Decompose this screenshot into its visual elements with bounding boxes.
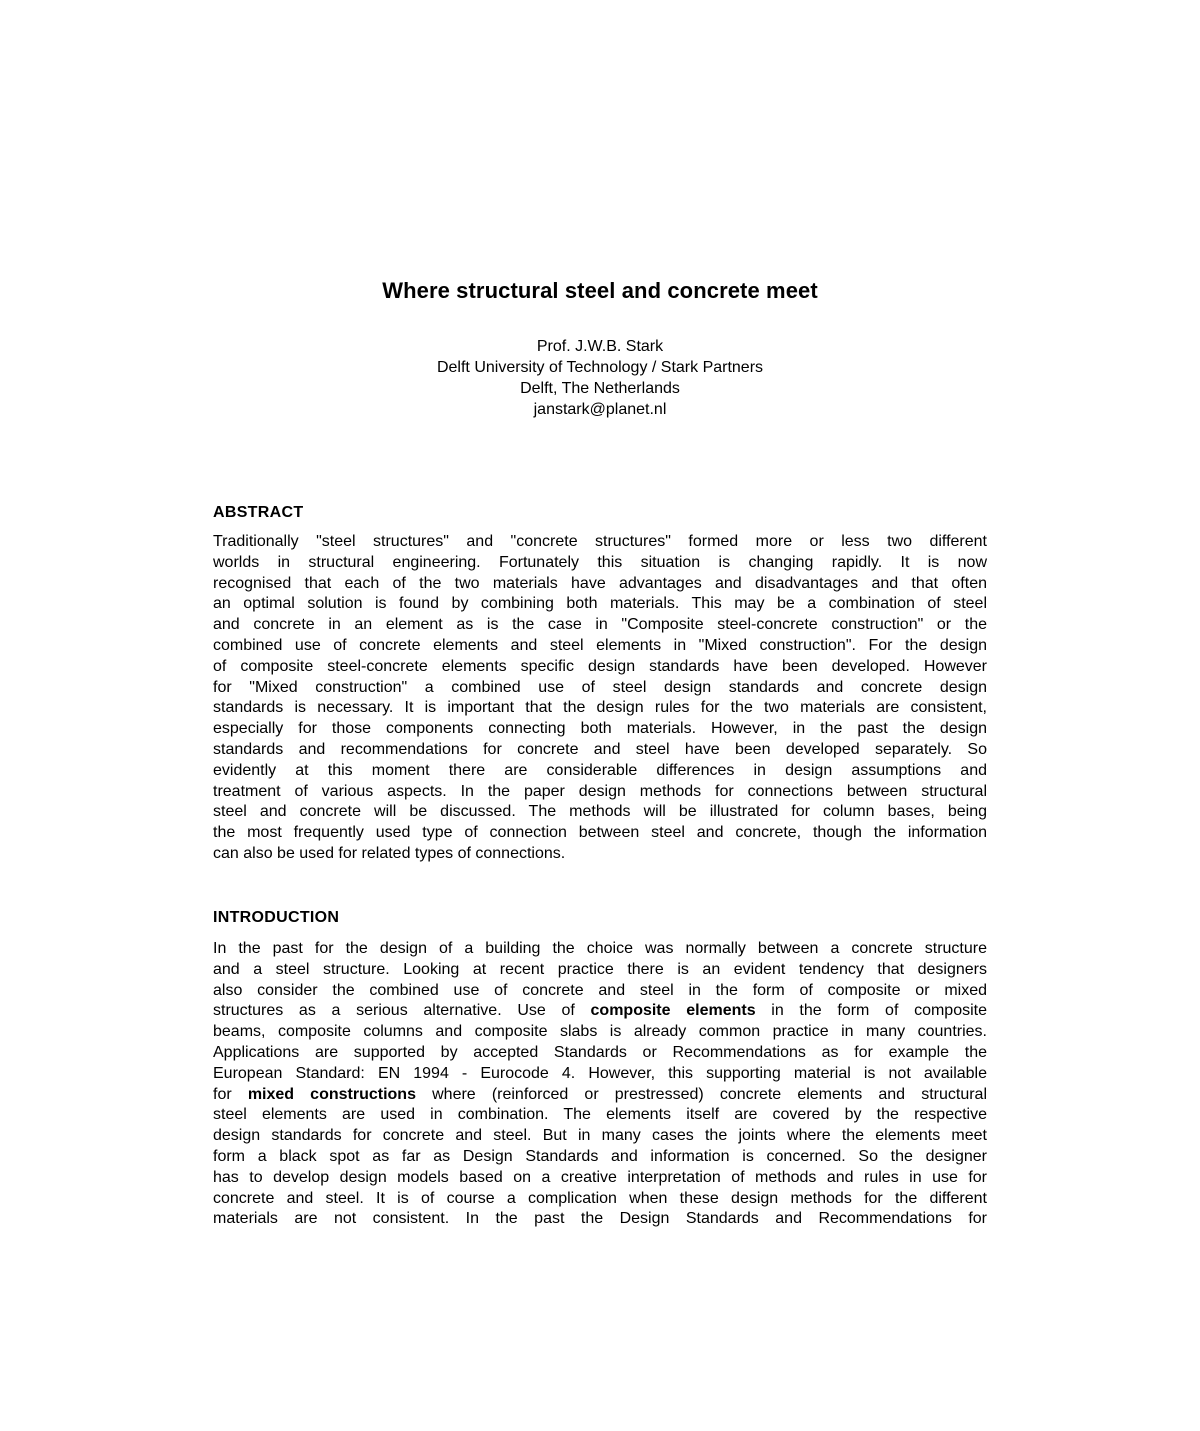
abstract-line: treatment of various aspects. In the paper design methods for connections between structural: [213, 782, 987, 800]
abstract-line: for "Mixed construction" a combined use of steel design standards and concrete design: [213, 678, 987, 696]
introduction-line-text: structures as a serious alternative. Use of: [213, 1002, 591, 1020]
introduction-line: [213, 1001, 987, 1022]
introduction-line-text: in the form of composite: [755, 1002, 988, 1020]
abstract-line: of composite steel-concrete elements specific design standards have been developed. However: [213, 657, 987, 675]
abstract-line: can also be used for related types of connections.: [213, 844, 566, 862]
abstract-line: standards and recommendations for concrete and steel have been developed separately. So: [213, 740, 987, 758]
abstract-line: standards is necessary. It is important that the design rules for the two materials are consistent,: [213, 699, 987, 717]
abstract-line: especially for those components connecting both materials. However, in the past the design: [213, 720, 987, 738]
introduction-line: and a steel structure. Looking at recent practice there is an evident tendency that designers: [213, 960, 987, 978]
author-email: janstark@planet.nl: [533, 401, 667, 418]
abstract-body: [213, 532, 987, 865]
abstract-line: and concrete in an element as is the case in "Composite steel-concrete construction" or the: [213, 616, 987, 634]
introduction-line: beams, composite columns and composite slabs is already common practice in many countries.: [213, 1023, 987, 1041]
introduction-line: Applications are supported by accepted Standards or Recommendations as for example the: [213, 1043, 987, 1061]
abstract-line: combined use of concrete elements and steel elements in "Mixed construction". For the design: [213, 636, 987, 654]
paper-title: Where structural steel and concrete meet: [382, 278, 818, 303]
introduction-line: design standards for concrete and steel. But in many cases the joints where the elements meet: [213, 1127, 987, 1145]
author-block: [0, 336, 1200, 420]
introduction-line-text: for: [213, 1085, 248, 1103]
emphasis-mixed-constructions: mixed constructions: [247, 1085, 416, 1103]
introduction-line: concrete and steel. It is of course a complication when these design methods for the different: [213, 1189, 987, 1207]
introduction-line: European Standard: EN 1994 - Eurocode 4. However, this supporting material is not available: [213, 1064, 987, 1082]
introduction-line-text: where (reinforced or prestressed) concrete elements and structural: [415, 1085, 988, 1103]
introduction-line: materials are not consistent. In the past the Design Standards and Recommendations for: [213, 1210, 987, 1228]
abstract-line: the most frequently used type of connection between steel and concrete, though the information: [213, 824, 987, 842]
author-affiliation: Delft University of Technology / Stark Partners: [436, 359, 764, 376]
abstract-heading: ABSTRACT: [213, 504, 304, 521]
introduction-heading: INTRODUCTION: [213, 909, 340, 926]
abstract-line: steel and concrete will be discussed. The methods will be illustrated for column bases, being: [213, 803, 987, 821]
introduction-line: steel elements are used in combination. The elements itself are covered by the respective: [213, 1106, 987, 1124]
abstract-line: evidently at this moment there are considerable differences in design assumptions and: [213, 761, 987, 779]
author-name: Prof. J.W.B. Stark: [536, 338, 664, 355]
introduction-line: also consider the combined use of concrete and steel in the form of composite or mixed: [213, 981, 987, 999]
abstract-line: Traditionally "steel structures" and "concrete structures" formed more or less two different: [213, 533, 987, 550]
abstract-line: recognised that each of the two materials have advantages and disadvantages and that often: [213, 574, 987, 592]
abstract-line: worlds in structural engineering. Fortunately this situation is changing rapidly. It is now: [213, 553, 987, 571]
introduction-line: [213, 1085, 987, 1106]
introduction-line: form a black spot as far as Design Standards and information is concerned. So the designer: [213, 1147, 987, 1165]
introduction-line: In the past for the design of a building the choice was normally between a concrete structure: [213, 940, 987, 957]
abstract-line: an optimal solution is found by combining both materials. This may be a combination of steel: [213, 595, 987, 613]
introduction-line: has to develop design models based on a creative interpretation of methods and rules in use for: [213, 1168, 987, 1186]
introduction-body: [213, 939, 987, 1230]
author-location: Delft, The Netherlands: [520, 380, 680, 397]
emphasis-composite-elements: composite elements: [590, 1002, 756, 1020]
